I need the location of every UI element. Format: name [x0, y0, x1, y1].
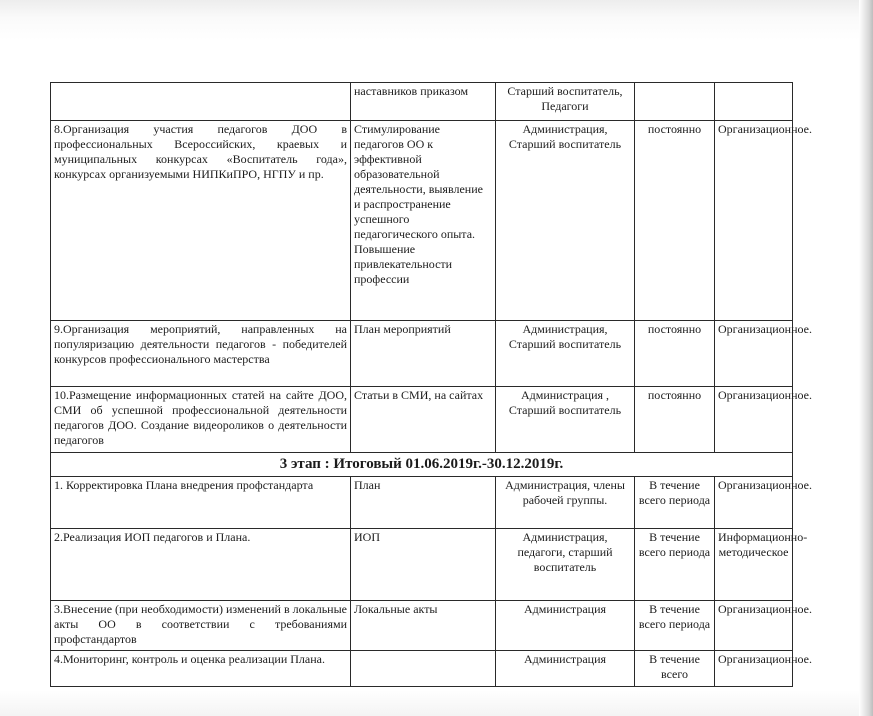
period-cell: постоянно: [635, 387, 715, 453]
event-cell: 8.Организация участия педагогов ДОО в профессиональных Всероссийских, краевых и муниципальных конкурсах «Воспитатель года», конкурсах организуемыми НИПКиПРО, НГПУ и пр.: [51, 121, 351, 321]
support-cell: Организационное.: [715, 601, 793, 651]
event-cell: 9.Организация мероприятий, направленных на популяризацию деятельности педагогов - победителей конкурсов профессионального мастерства: [51, 321, 351, 387]
result-cell: ИОП: [351, 529, 496, 601]
result-cell: Статьи в СМИ, на сайтах: [351, 387, 496, 453]
support-cell: Организационное.: [715, 321, 793, 387]
table-row: [51, 529, 793, 601]
period-cell: постоянно: [635, 121, 715, 321]
table-row: [51, 601, 793, 651]
event-cell: 10.Размещение информационных статей на сайте ДОО, СМИ об успешной профессиональной деятельности педагогов ДОО. Создание видеороликов о деятельности педагогов: [51, 387, 351, 453]
table-row: [51, 651, 793, 687]
period-cell: В течение всего периода: [635, 601, 715, 651]
plan-table: [50, 82, 812, 687]
scan-right-edge: [859, 0, 873, 716]
table-row: [51, 83, 793, 121]
period-cell: В течение всего периода: [635, 477, 715, 529]
responsible-cell: Администрация, Старший воспитатель: [496, 121, 635, 321]
table-row: [51, 321, 793, 387]
stage-heading-row: [51, 453, 793, 477]
table-row: [51, 477, 793, 529]
result-cell: Стимулирование педагогов ОО к эффективной образовательной деятельности, выявление и распространение успешного педагогического опыта. Повышение привлекательности профессии: [351, 121, 496, 321]
event-cell: 3.Внесение (при необходимости) изменений в локальные акты ОО в соответствии с требованиями профстандартов: [51, 601, 351, 651]
stage-heading: 3 этап : Итоговый 01.06.2019г.-30.12.2019г.: [51, 453, 793, 477]
period-cell: постоянно: [635, 321, 715, 387]
event-cell: 2.Реализация ИОП педагогов и Плана.: [51, 529, 351, 601]
responsible-cell: Старший воспитатель, Педагоги: [496, 83, 635, 121]
support-cell: Информационно-методическое: [715, 529, 793, 601]
responsible-cell: Администрация, Старший воспитатель: [496, 321, 635, 387]
support-cell: Организационное.: [715, 651, 793, 687]
responsible-cell: Администрация , Старший воспитатель: [496, 387, 635, 453]
responsible-cell: Администрация: [496, 651, 635, 687]
responsible-cell: Администрация: [496, 601, 635, 651]
result-cell: Локальные акты: [351, 601, 496, 651]
period-cell: В течение всего периода: [635, 529, 715, 601]
table-row: [51, 121, 793, 321]
support-cell: [715, 83, 793, 121]
event-cell: 4.Мониторинг, контроль и оценка реализации Плана.: [51, 651, 351, 687]
support-cell: Организационное.: [715, 477, 793, 529]
result-cell: План мероприятий: [351, 321, 496, 387]
responsible-cell: Администрация, члены рабочей группы.: [496, 477, 635, 529]
result-cell: План: [351, 477, 496, 529]
period-cell: В течение всего: [635, 651, 715, 687]
support-cell: Организационное.: [715, 387, 793, 453]
result-cell: [351, 651, 496, 687]
table-row: [51, 387, 793, 453]
support-cell: Организационное.: [715, 121, 793, 321]
event-cell: 1. Корректировка Плана внедрения профстандарта: [51, 477, 351, 529]
responsible-cell: Администрация, педагоги, старший воспитатель: [496, 529, 635, 601]
period-cell: [635, 83, 715, 121]
event-cell: [51, 83, 351, 121]
result-cell: наставников приказом: [351, 83, 496, 121]
